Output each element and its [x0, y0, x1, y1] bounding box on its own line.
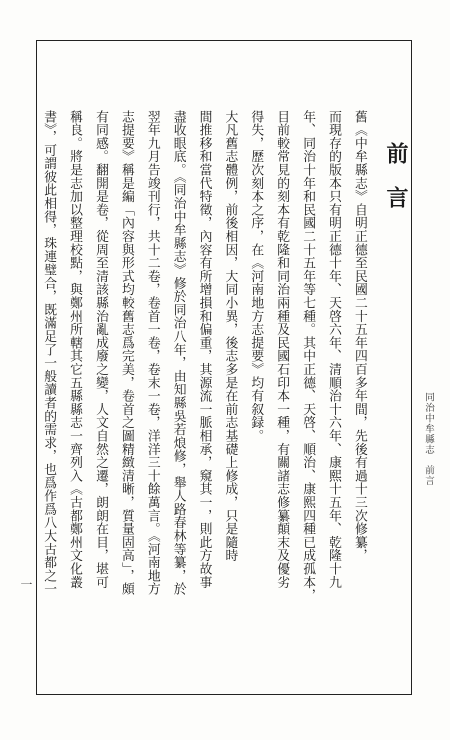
text-column: 大凡舊志體例，前後相因，大同小異，後志多是在前志基礎上修成，只是隨時	[222, 110, 238, 563]
text-column: 間推移和當代特徵，內容有所增損和偏重，其源流一脈相承，窺其一，則此方故事	[196, 110, 212, 589]
text-column: 翌年九月告竣刊行，共十二卷，卷首一卷，卷末一卷，洋洋三十餘萬言。《河南地方	[144, 110, 160, 596]
text-column: 舊《中牟縣志》自明正德至民國二十五年四百多年間，先後有過十三次修纂，	[351, 110, 367, 563]
text-column: 目前較常見的刻本有乾隆和同治兩種及民國石印本一種，有關諸志修纂顛末及優劣	[274, 110, 290, 589]
running-header-section: 前言	[423, 465, 434, 486]
text-column: 而現存的版本只有明正德十年、天啓六年、清順治十六年、康熙十五年、乾隆十九	[325, 110, 341, 589]
preface-body	[40, 110, 368, 670]
section-heading: 前言	[383, 142, 409, 230]
text-column: 有同感。翻開是卷，從周至清該縣治亂成廢之變，人文自然之遷，朗朗在目，堪可	[92, 110, 108, 589]
text-column: 年、同治十年和民國二十五年等七種。其中正德、天啓、順治、康熙四種已成孤本，	[300, 110, 316, 603]
page-number: 一	[19, 578, 33, 590]
running-header-title: 同治中牟縣志	[423, 392, 434, 455]
text-column: 志提要》稱是編「內容與形式均較舊志爲完美，卷首之圖精緻清晰，質量固高」，頗	[118, 110, 134, 596]
text-column: 得失，歷次刻本之序，在《河南地方志提要》均有叙録。	[248, 110, 264, 443]
text-column: 書》，可謂彼此相得，珠連璧合，既滿足了一般讀者的需求，也爲作爲八大古都之一	[41, 110, 57, 596]
running-header	[421, 392, 435, 486]
text-column: 稱良。將是志加以整理校點，與鄭州所轄其它五縣縣志一齊列入《古都鄭州文化叢	[67, 110, 83, 589]
text-column: 盡收眼底。《同治中牟縣志》修於同治八年，由知縣吳若烺修，舉人路春林等纂，於	[170, 110, 186, 596]
